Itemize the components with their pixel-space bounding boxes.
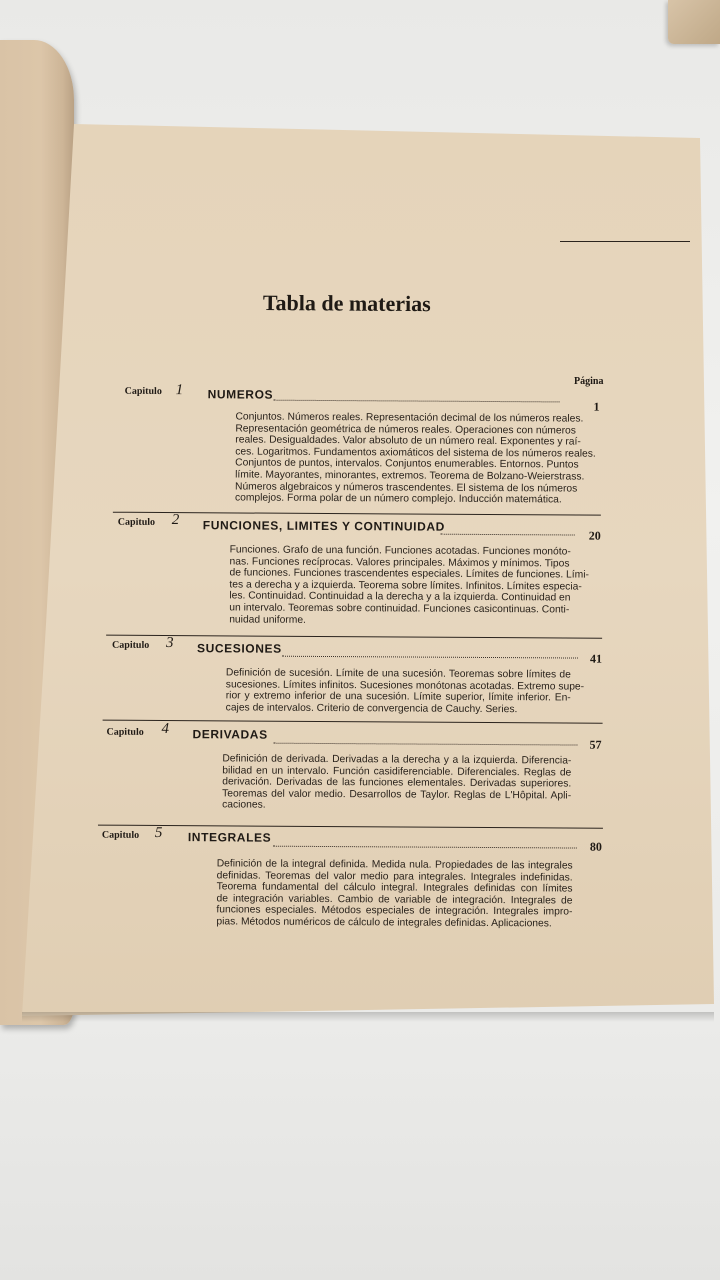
dot-leader bbox=[273, 845, 577, 849]
chapter-label: Capitulo bbox=[117, 516, 156, 528]
description-line: funciones especiales. Métodos especiales de integración. Integrales impro- bbox=[216, 904, 573, 918]
description-line: Definición de derivada. Derivadas a la derecha y a la izquierda. Diferencia- bbox=[222, 753, 572, 767]
page-title: Tabla de materias bbox=[262, 290, 431, 317]
chapter-label: Capitulo bbox=[112, 639, 150, 651]
chapter-divider bbox=[113, 512, 601, 516]
page-column-header: Página bbox=[574, 376, 604, 387]
description-line: un intervalo. Teoremas sobre continuidad. Funciones casicontinuas. Conti- bbox=[229, 602, 570, 616]
chapter-page: 20 bbox=[588, 528, 601, 543]
chapter-title: SUCESIONES bbox=[197, 641, 282, 656]
description-line: tes a derecha y a izquierda. Teorema sobre límites. Infinitos. Límites especia- bbox=[229, 579, 582, 593]
description-line: cajes de intervalos. Criterio de convergencia de Cauchy. Series. bbox=[225, 702, 518, 715]
description-line: complejos. Forma polar de un número complejo. Inducción matemática. bbox=[234, 492, 562, 506]
chapter-number: 2 bbox=[171, 512, 180, 529]
chapter-page: 57 bbox=[589, 737, 602, 752]
description-line: Definición de sucesión. Límite de una sucesión. Teoremas sobre límites de bbox=[225, 667, 571, 681]
dot-leader bbox=[274, 399, 560, 403]
description-line: caciones. bbox=[222, 799, 266, 812]
chapter-number: 1 bbox=[175, 382, 184, 399]
chapter-number: 4 bbox=[161, 721, 170, 738]
dot-leader bbox=[273, 742, 577, 746]
chapter-number: 3 bbox=[166, 635, 174, 652]
description-line: pias. Métodos numéricos de cálculo de integrales definidas. Aplicaciones. bbox=[216, 916, 552, 930]
description-line: de funciones. Funciones trascendentes especiales. Límites de funciones. Lími- bbox=[229, 567, 589, 581]
chapter-label: Capitulo bbox=[101, 829, 140, 841]
chapter-divider bbox=[106, 635, 602, 639]
description-line: de integración variables. Cambio de variable de integración. Integrales de bbox=[216, 893, 573, 907]
chapter-description bbox=[216, 858, 572, 930]
dot-leader bbox=[441, 533, 575, 536]
description-line: les. Continuidad. Continuidad a la derecha y a la izquierda. Continuidad en bbox=[229, 590, 571, 604]
chapter-description bbox=[225, 667, 585, 715]
chapter-page: 41 bbox=[589, 651, 603, 666]
description-line: ces. Logaritmos. Fundamentos axiomáticos del sistema de los números reales. bbox=[235, 446, 596, 460]
description-line: nas. Funciones recíprocas. Valores principales. Máximos y mínimos. Tipos bbox=[229, 556, 570, 570]
description-line: bilidad en un intervalo. Función casidiferenciable. Diferenciales. Reglas de bbox=[222, 764, 572, 779]
description-line: Teorema fundamental del cálculo integral. Integrales definidas con límites bbox=[216, 881, 573, 895]
description-line: Teoremas del valor medio. Desarrollos de Taylor. Reglas de L'Hôpital. Apli- bbox=[222, 788, 572, 802]
description-line: Conjuntos de puntos, intervalos. Conjuntos enumerables. Entornos. Puntos bbox=[235, 457, 579, 471]
description-line: Definición de la integral definida. Medida nula. Propiedades de las integrales bbox=[216, 858, 573, 872]
top-rule bbox=[560, 241, 690, 242]
description-line: rior y extremo inferior de una sucesión. Límite superior, límite inferior. En- bbox=[225, 690, 571, 704]
chapter-divider bbox=[98, 825, 603, 829]
description-line: definidas. Teoremas del valor medio para integrales. Integrales indefinidas. bbox=[216, 869, 573, 884]
chapter-page: 80 bbox=[589, 839, 602, 854]
chapter-description bbox=[222, 753, 571, 813]
chapter-page: 1 bbox=[593, 399, 600, 414]
description-line: límite. Mayorantes, minorantes, extremos. Teorema de Bolzano-Weierstrass. bbox=[235, 469, 585, 483]
chapter-label: Capitulo bbox=[124, 385, 162, 397]
chapter-description bbox=[234, 411, 596, 506]
description-line: Números algebraicos y números trascendentes. El sistema de los números bbox=[234, 481, 578, 495]
chapter-divider bbox=[103, 720, 603, 724]
chapter-title: INTEGRALES bbox=[187, 830, 272, 845]
description-line: reales. Desigualdades. Valor absoluto de un número real. Exponentes y raí- bbox=[235, 434, 581, 448]
chapter-label: Capitulo bbox=[106, 726, 144, 738]
chapter-title: NUMEROS bbox=[207, 387, 274, 402]
description-line: Conjuntos. Números reales. Representación decimal de los números reales. bbox=[235, 411, 584, 425]
description-line: derivación. Derivadas de las funciones elementales. Derivadas superiores. bbox=[222, 776, 572, 790]
description-line: Funciones. Grafo de una función. Funciones acotadas. Funciones monóto- bbox=[229, 544, 571, 558]
description-line: nuidad uniforme. bbox=[229, 613, 306, 626]
description-line: Representación geométrica de números reales. Operaciones con números bbox=[235, 423, 576, 437]
description-line: sucesiones. Límites infinitos. Sucesiones monótonas acotadas. Extremo supe- bbox=[225, 678, 585, 693]
chapter-number: 5 bbox=[154, 824, 163, 842]
chapter-title: DERIVADAS bbox=[192, 727, 268, 742]
chapter-description bbox=[229, 544, 589, 627]
chapter-title: FUNCIONES, LIMITES Y CONTINUIDAD bbox=[202, 518, 445, 534]
dot-leader bbox=[282, 655, 578, 659]
